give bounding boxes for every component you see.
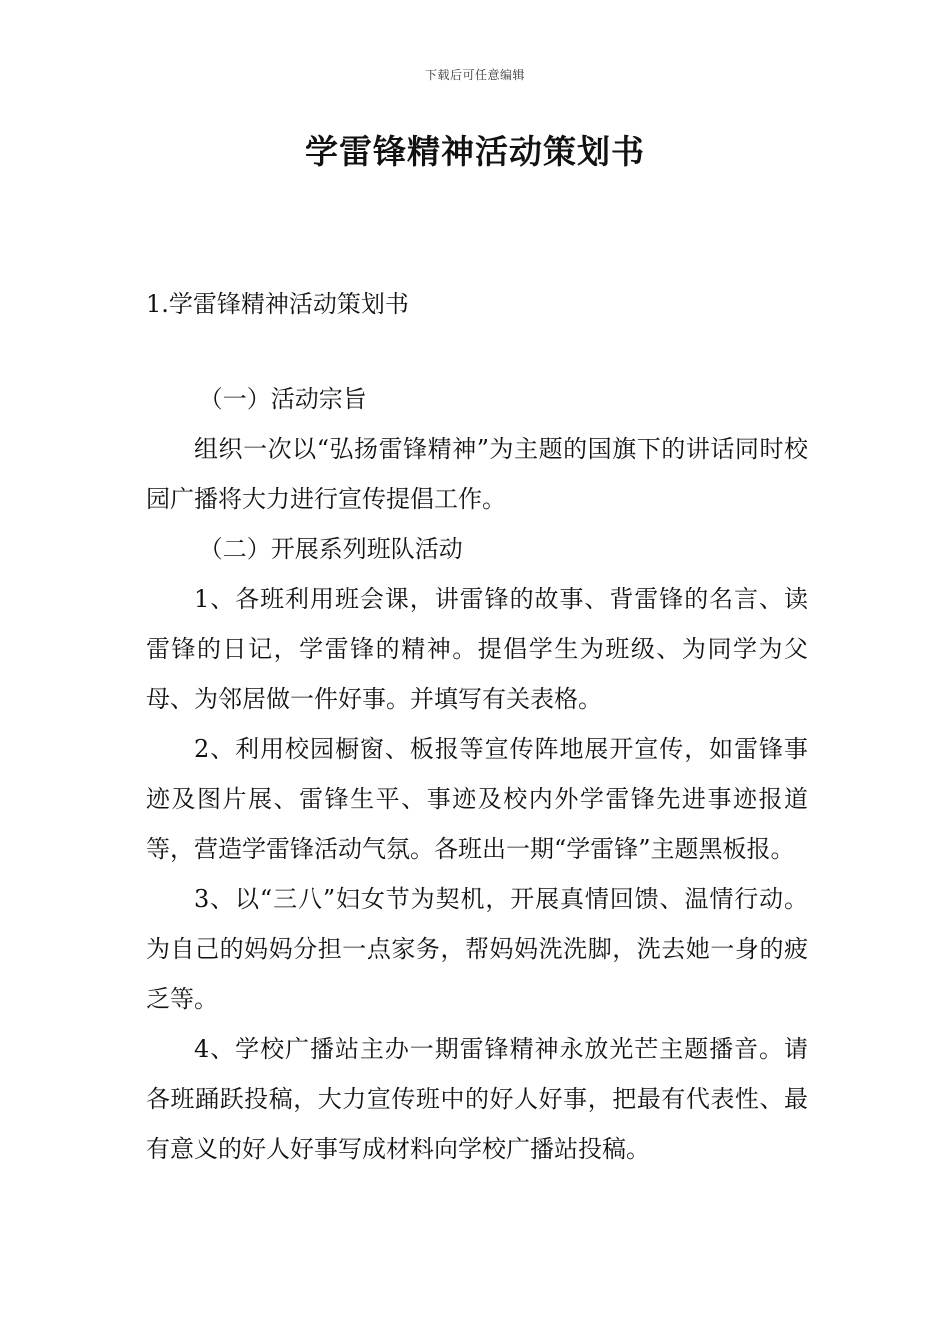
- document-title: 学雷锋精神活动策划书: [305, 132, 645, 171]
- subheading-class-activities: （二）开展系列班队活动: [198, 535, 463, 563]
- section-heading: 1.学雷锋精神活动策划书: [146, 290, 409, 318]
- paragraph-item-3: 3、以“三八”妇女节为契机，开展真情回馈、温情行动。为自己的妈妈分担一点家务，帮妈妈洗洗脚，洗去她一身的疲乏等。: [146, 885, 808, 1013]
- document-body: [146, 374, 808, 1174]
- paragraph-item-4: 4、学校广播站主办一期雷锋精神永放光芒主题播音。请各班踊跃投稿，大力宣传班中的好人好事，把最有代表性、最有意义的好人好事写成材料向学校广播站投稿。: [146, 1035, 808, 1163]
- paragraph-item-2: 2、利用校园橱窗、板报等宣传阵地展开宣传，如雷锋事迹及图片展、雷锋生平、事迹及校内外学雷锋先进事迹报道等，营造学雷锋活动气氛。各班出一期“学雷锋”主题黑板报。: [146, 735, 808, 863]
- subheading-purpose: （一）活动宗旨: [198, 385, 367, 413]
- header-note: 下载后可任意编辑: [424, 68, 525, 82]
- paragraph-purpose: 组织一次以“弘扬雷锋精神”为主题的国旗下的讲话同时校园广播将大力进行宣传提倡工作。: [146, 435, 808, 513]
- paragraph-item-1: 1、各班利用班会课，讲雷锋的故事、背雷锋的名言、读雷锋的日记，学雷锋的精神。提倡学生为班级、为同学为父母、为邻居做一件好事。并填写有关表格。: [146, 585, 808, 713]
